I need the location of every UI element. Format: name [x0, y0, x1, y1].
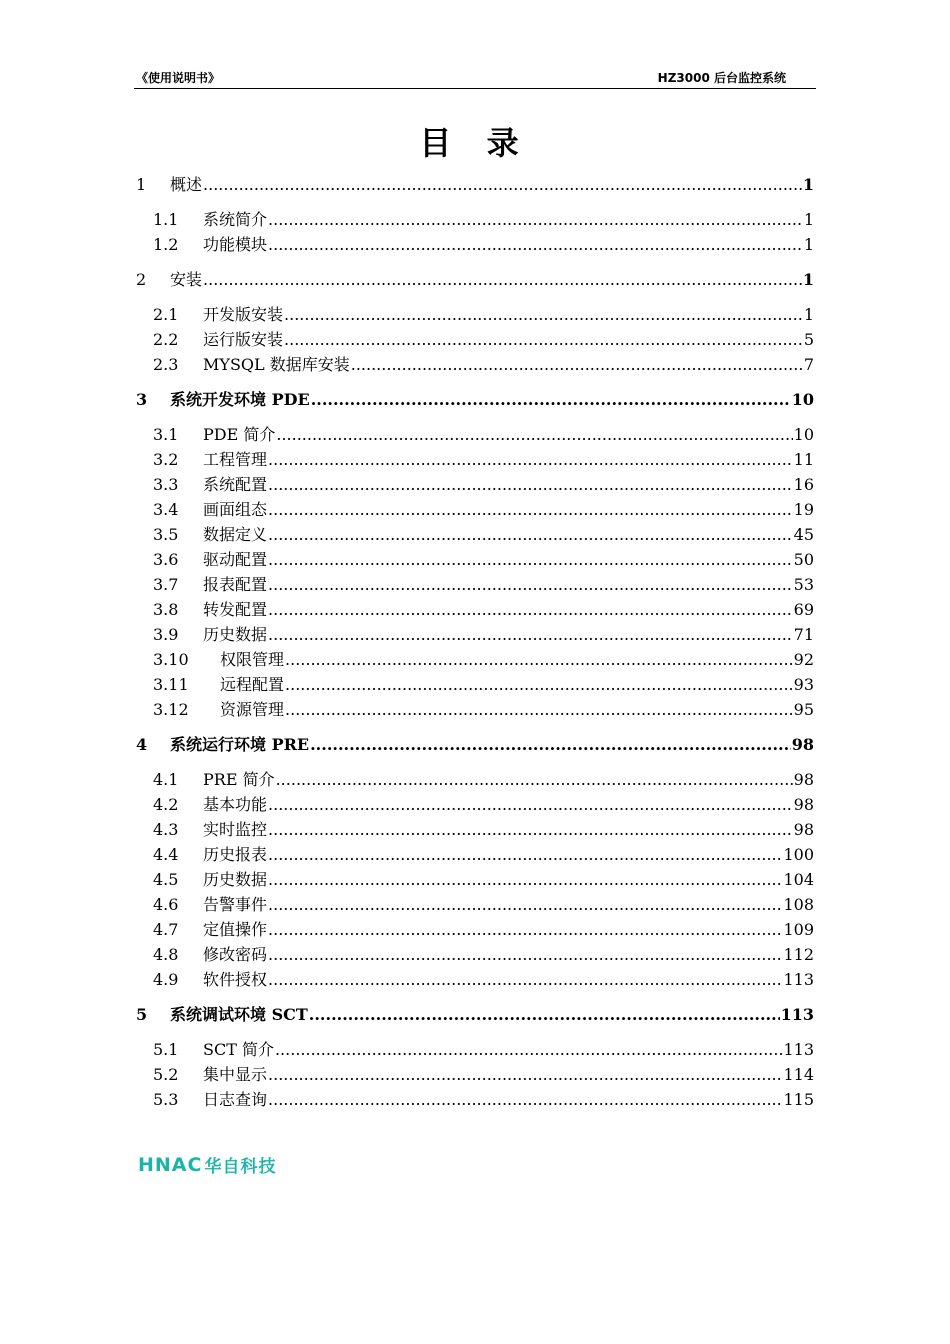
- toc-entry-number: 4.9: [153, 970, 179, 989]
- toc-entry-number: 1.2: [153, 235, 179, 254]
- toc-entry-label: 集中显示: [203, 1065, 268, 1084]
- toc-entry-label: 系统简介: [203, 210, 268, 229]
- toc-entry-number: 3.2: [153, 450, 179, 469]
- toc-dot-leader: [268, 867, 782, 892]
- page-title: 目 录: [419, 124, 531, 162]
- toc-section-entry[interactable]: [136, 1037, 814, 1062]
- table-of-contents: [136, 172, 814, 1112]
- toc-entry-label: 系统配置: [203, 475, 268, 494]
- toc-entry-page: 10: [793, 425, 814, 444]
- toc-entry-label: 告警事件: [203, 895, 268, 914]
- toc-entry-page: 69: [793, 600, 814, 619]
- toc-entry-page: 115: [783, 1090, 814, 1109]
- toc-section-entry[interactable]: [136, 572, 814, 597]
- toc-entry-page: 71: [793, 625, 814, 644]
- toc-entry-label: 基本功能: [203, 795, 268, 814]
- toc-section-entry[interactable]: [136, 447, 814, 472]
- toc-section-entry[interactable]: [136, 497, 814, 522]
- toc-entry-page: 95: [793, 700, 814, 719]
- toc-section-entry[interactable]: [136, 1062, 814, 1087]
- toc-entry-page: 53: [793, 575, 814, 594]
- toc-section-entry[interactable]: [136, 1087, 814, 1112]
- toc-section-entry[interactable]: [136, 967, 814, 992]
- toc-dot-leader: [310, 732, 791, 757]
- toc-section-entry[interactable]: [136, 647, 814, 672]
- toc-dot-leader: [268, 497, 793, 522]
- toc-chapter-entry[interactable]: [136, 387, 814, 412]
- toc-entry-page: 19: [793, 500, 814, 519]
- toc-dot-leader: [351, 352, 803, 377]
- toc-dot-leader: [309, 1002, 780, 1027]
- toc-dot-leader: [268, 817, 793, 842]
- toc-chapter-entry[interactable]: [136, 732, 814, 757]
- toc-entry-page: 100: [783, 845, 814, 864]
- toc-dot-leader: [268, 1087, 782, 1112]
- toc-dot-leader: [285, 672, 793, 697]
- toc-entry-number: 3.7: [153, 575, 179, 594]
- toc-entry-number: 4.2: [153, 795, 179, 814]
- toc-dot-leader: [285, 697, 793, 722]
- toc-entry-number: 4.7: [153, 920, 179, 939]
- toc-entry-label: 系统运行环境 PRE: [170, 735, 310, 754]
- toc-section-entry[interactable]: [136, 917, 814, 942]
- toc-entry-label: 系统调试环境 SCT: [170, 1005, 308, 1024]
- toc-entry-number: 5: [136, 1005, 148, 1024]
- toc-section-entry[interactable]: [136, 207, 814, 232]
- toc-entry-label: 驱动配置: [203, 550, 268, 569]
- toc-entry-page: 10: [791, 390, 814, 409]
- toc-dot-leader: [275, 1037, 782, 1062]
- toc-entry-label: 日志查询: [203, 1090, 268, 1109]
- toc-dot-leader: [268, 207, 803, 232]
- toc-section-entry[interactable]: [136, 767, 814, 792]
- toc-entry-page: 114: [783, 1065, 814, 1084]
- toc-dot-leader: [285, 647, 793, 672]
- toc-entry-page: 5: [803, 330, 814, 349]
- toc-entry-page: 11: [793, 450, 814, 469]
- toc-entry-number: 4.3: [153, 820, 179, 839]
- toc-section-entry[interactable]: [136, 302, 814, 327]
- toc-section-entry[interactable]: [136, 697, 814, 722]
- toc-entry-label: 安装: [170, 270, 203, 289]
- toc-dot-leader: [276, 422, 792, 447]
- toc-dot-leader: [276, 767, 793, 792]
- toc-section-entry[interactable]: [136, 842, 814, 867]
- toc-section-entry[interactable]: [136, 672, 814, 697]
- toc-entry-page: 98: [793, 770, 814, 789]
- toc-entry-number: 5.3: [153, 1090, 179, 1109]
- logo-text-cn: 华自科技: [204, 1157, 277, 1177]
- toc-dot-leader: [268, 447, 793, 472]
- toc-section-entry[interactable]: [136, 422, 814, 447]
- toc-entry-page: 93: [793, 675, 814, 694]
- toc-entry-number: 3.9: [153, 625, 179, 644]
- toc-section-entry[interactable]: [136, 472, 814, 497]
- toc-entry-page: 1: [802, 175, 814, 194]
- toc-section-entry[interactable]: [136, 867, 814, 892]
- toc-entry-page: 112: [783, 945, 814, 964]
- toc-entry-page: 113: [783, 1040, 814, 1059]
- toc-entry-label: SCT 简介: [203, 1040, 274, 1059]
- toc-section-entry[interactable]: [136, 352, 814, 377]
- toc-entry-number: 2.3: [153, 355, 179, 374]
- toc-entry-number: 1.1: [153, 210, 179, 229]
- toc-dot-leader: [203, 172, 802, 197]
- toc-section-entry[interactable]: [136, 547, 814, 572]
- toc-section-entry[interactable]: [136, 522, 814, 547]
- toc-entry-page: 1: [803, 305, 814, 324]
- toc-dot-leader: [203, 267, 802, 292]
- toc-section-entry[interactable]: [136, 817, 814, 842]
- toc-entry-label: 系统开发环境 PDE: [170, 390, 310, 409]
- toc-entry-label: 画面组态: [203, 500, 268, 519]
- toc-dot-leader: [268, 547, 793, 572]
- toc-chapter-entry[interactable]: [136, 172, 814, 197]
- toc-entry-label: 数据定义: [203, 525, 268, 544]
- toc-entry-label: 定值操作: [203, 920, 268, 939]
- toc-section-entry[interactable]: [136, 792, 814, 817]
- toc-entry-number: 5.2: [153, 1065, 179, 1084]
- toc-dot-leader: [284, 327, 803, 352]
- toc-entry-label: 历史数据: [203, 625, 268, 644]
- toc-entry-label: 运行版安装: [203, 330, 284, 349]
- toc-entry-label: 历史报表: [203, 845, 268, 864]
- toc-entry-number: 3.11: [153, 675, 189, 694]
- toc-entry-label: 转发配置: [203, 600, 268, 619]
- toc-dot-leader: [268, 472, 793, 497]
- toc-dot-leader: [268, 892, 782, 917]
- toc-entry-number: 4.6: [153, 895, 179, 914]
- toc-entry-label: 开发版安装: [203, 305, 284, 324]
- toc-dot-leader: [268, 1062, 782, 1087]
- toc-entry-number: 2.1: [153, 305, 179, 324]
- toc-entry-number: 3.1: [153, 425, 179, 444]
- toc-dot-leader: [268, 842, 782, 867]
- toc-section-entry[interactable]: [136, 942, 814, 967]
- toc-entry-label: 权限管理: [220, 650, 285, 669]
- toc-entry-page: 45: [793, 525, 814, 544]
- toc-entry-page: 50: [793, 550, 814, 569]
- toc-entry-label: 修改密码: [203, 945, 268, 964]
- toc-section-entry[interactable]: [136, 597, 814, 622]
- toc-entry-page: 92: [793, 650, 814, 669]
- toc-entry-number: 3.12: [153, 700, 189, 719]
- toc-entry-page: 98: [793, 795, 814, 814]
- toc-entry-label: 报表配置: [203, 575, 268, 594]
- toc-entry-page: 98: [793, 820, 814, 839]
- toc-entry-label: 概述: [170, 175, 203, 194]
- header-doc-title: 《使用说明书》: [136, 71, 221, 85]
- toc-dot-leader: [284, 302, 803, 327]
- toc-entry-page: 113: [780, 1005, 814, 1024]
- toc-entry-label: 功能模块: [203, 235, 268, 254]
- toc-entry-number: 2: [136, 270, 147, 289]
- toc-entry-label: PDE 简介: [203, 425, 276, 444]
- toc-dot-leader: [268, 917, 782, 942]
- toc-dot-leader: [268, 942, 782, 967]
- toc-dot-leader: [268, 792, 793, 817]
- toc-entry-page: 1: [802, 270, 814, 289]
- toc-dot-leader: [268, 232, 803, 257]
- toc-entry-page: 113: [783, 970, 814, 989]
- toc-entry-number: 3.5: [153, 525, 179, 544]
- toc-entry-number: 3.4: [153, 500, 179, 519]
- toc-entry-label: MYSQL 数据库安装: [203, 355, 350, 374]
- toc-section-entry[interactable]: [136, 622, 814, 647]
- toc-entry-number: 4.4: [153, 845, 179, 864]
- toc-entry-label: 历史数据: [203, 870, 268, 889]
- toc-entry-page: 16: [793, 475, 814, 494]
- toc-section-entry[interactable]: [136, 327, 814, 352]
- toc-dot-leader: [311, 387, 791, 412]
- page-header: [134, 66, 816, 89]
- toc-entry-number: 2.2: [153, 330, 179, 349]
- toc-dot-leader: [268, 967, 782, 992]
- toc-entry-number: 4.8: [153, 945, 179, 964]
- toc-entry-page: 108: [783, 895, 814, 914]
- toc-entry-page: 1: [803, 210, 814, 229]
- toc-entry-label: 资源管理: [220, 700, 285, 719]
- toc-entry-number: 5.1: [153, 1040, 179, 1059]
- toc-entry-page: 1: [803, 235, 814, 254]
- toc-entry-page: 7: [803, 355, 814, 374]
- toc-chapter-entry[interactable]: [136, 267, 814, 292]
- toc-dot-leader: [268, 597, 793, 622]
- toc-entry-number: 4: [136, 735, 148, 754]
- toc-entry-number: 3: [136, 390, 148, 409]
- toc-section-entry[interactable]: [136, 892, 814, 917]
- toc-dot-leader: [268, 622, 793, 647]
- toc-entry-number: 3.3: [153, 475, 179, 494]
- company-logo: [138, 1152, 276, 1177]
- toc-entry-label: 软件授权: [203, 970, 268, 989]
- toc-chapter-entry[interactable]: [136, 1002, 814, 1027]
- logo-text-en: HNAC: [138, 1153, 203, 1176]
- toc-entry-page: 98: [791, 735, 814, 754]
- toc-entry-number: 3.6: [153, 550, 179, 569]
- toc-section-entry[interactable]: [136, 232, 814, 257]
- toc-entry-number: 3.10: [153, 650, 189, 669]
- toc-entry-label: PRE 简介: [203, 770, 275, 789]
- toc-entry-page: 109: [783, 920, 814, 939]
- toc-dot-leader: [268, 522, 793, 547]
- toc-entry-page: 104: [783, 870, 814, 889]
- toc-entry-number: 1: [136, 175, 147, 194]
- toc-entry-label: 实时监控: [203, 820, 268, 839]
- toc-entry-label: 工程管理: [203, 450, 268, 469]
- toc-entry-number: 4.1: [153, 770, 179, 789]
- toc-entry-number: 3.8: [153, 600, 179, 619]
- toc-entry-number: 4.5: [153, 870, 179, 889]
- toc-entry-label: 远程配置: [220, 675, 285, 694]
- header-system-name: HZ3000 后台监控系统: [657, 71, 786, 85]
- toc-dot-leader: [268, 572, 793, 597]
